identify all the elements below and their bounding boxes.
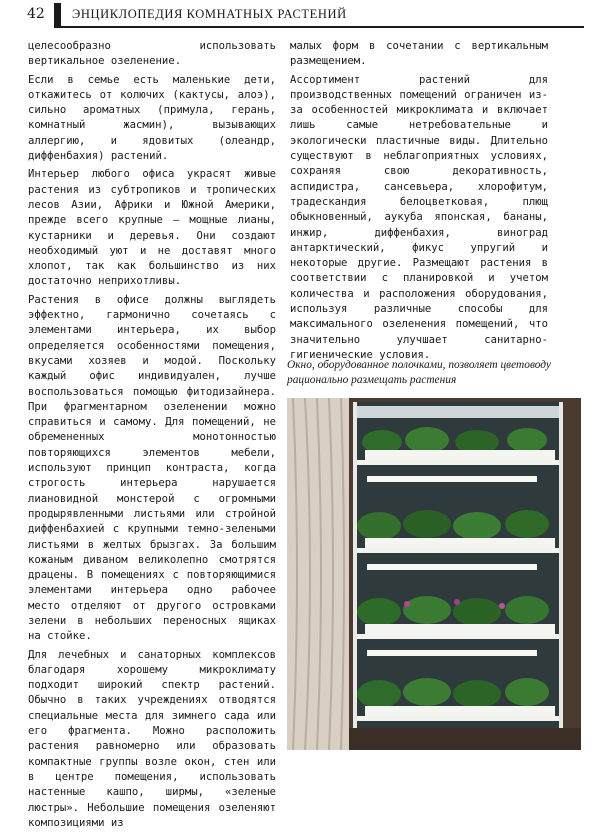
plant-shelf-photo bbox=[287, 398, 581, 750]
page-number: 42 bbox=[27, 6, 45, 22]
left-column bbox=[28, 39, 276, 834]
paragraph: Интерьер любого офиса украсят живые растения из субтропиков и тропических лесов Азии, Африки и Южной Америки, прежде всего крупные — мощные лианы, кустарники и деревья. Они создают необходимый уют и не доставят много хлопот, так как большинство из них достаточно неприхотливы. bbox=[28, 168, 276, 288]
paragraph: малых форм в сочетании с вертикальным размещением. bbox=[290, 40, 548, 68]
header-rule bbox=[54, 26, 584, 28]
running-head: ЭНЦИКЛОПЕДИЯ КОМНАТНЫХ РАСТЕНИЙ bbox=[72, 7, 347, 21]
right-column bbox=[290, 39, 548, 366]
photo-caption: Окно, оборудованное полочками, позволяет цветоводу рационально размещать растения bbox=[287, 359, 551, 386]
paragraph: Для лечебных и санаторных комплексов благодаря хорошему микроклимату подходит широкий спектр растений. Обычно в таких учреждениях отводятся специальные места для зимнего сада или его фрагмента. Можно расположить растения равномерно или образовать компактные группы возле окон, стен или в центре помещения, использовать настенные кашпо, ширмы, «зеленые люстры». Небольшие помещения озеленяют композициями из bbox=[28, 648, 276, 829]
paragraph: Ассортимент растений для производственных помещений ограничен из-за особенностей микроклимата и включает лишь самые нетребовательные и экологически пластичные виды. Длительно существуют в неблагоприятных условиях, сохраняя свою декоративность, аспидистра, сансевьера, хлорофитум, традескандия белоцветковая, плющ обыкновенный, аукуба японская, бананы, инжир, диффенбахия, виноград антарктический, фикус упругий и некоторые другие. Размещают растения в соответствии с планировкой и учетом количества и расположения оборудования, используя различные способы для максимального озеленения помещений, что значительно улучшает санитарно-гигиенические условия. bbox=[290, 73, 548, 361]
page-header bbox=[0, 0, 600, 30]
paragraph: Если в семье есть маленькие дети, откажитесь от колючих (кактусы, алоэ), сильно ароматных (примула, герань, комнатный жасмин), вызывающих аллергию, и ядовитых (олеандр, диффенбахия) растений. bbox=[28, 73, 276, 163]
header-bar bbox=[54, 3, 61, 26]
paragraph: целесообразно использовать вертикальное озеленение. bbox=[28, 40, 276, 68]
paragraph: Растения в офисе должны выглядеть эффектно, гармонично сочетаясь с элементами интерьера, их выбор определяется особенностями помещения, вкусами хозяев и модой. Поскольку каждый офис индивидуален, лучше воспользоваться помощью фитодизайнера. При фрагментарном озеленении можно справиться и самому. Для помещений, не обремененных монотонностью повторяющихся элементов мебели, используют принцип контраста, когда строгость интерьера нарушается лиановидной монстерой с огромными продырявленными листьями или стройной диффенбахией с крупными темно-зелеными листьями в желтых брызгах. За большим кожаным диваном великолепно смотрятся драцены. В помещениях с повторяющимися элементами интерьера одно рабочее место отделяют от другого островками зелени в небольших переносных ящиках на стойке. bbox=[28, 293, 276, 643]
